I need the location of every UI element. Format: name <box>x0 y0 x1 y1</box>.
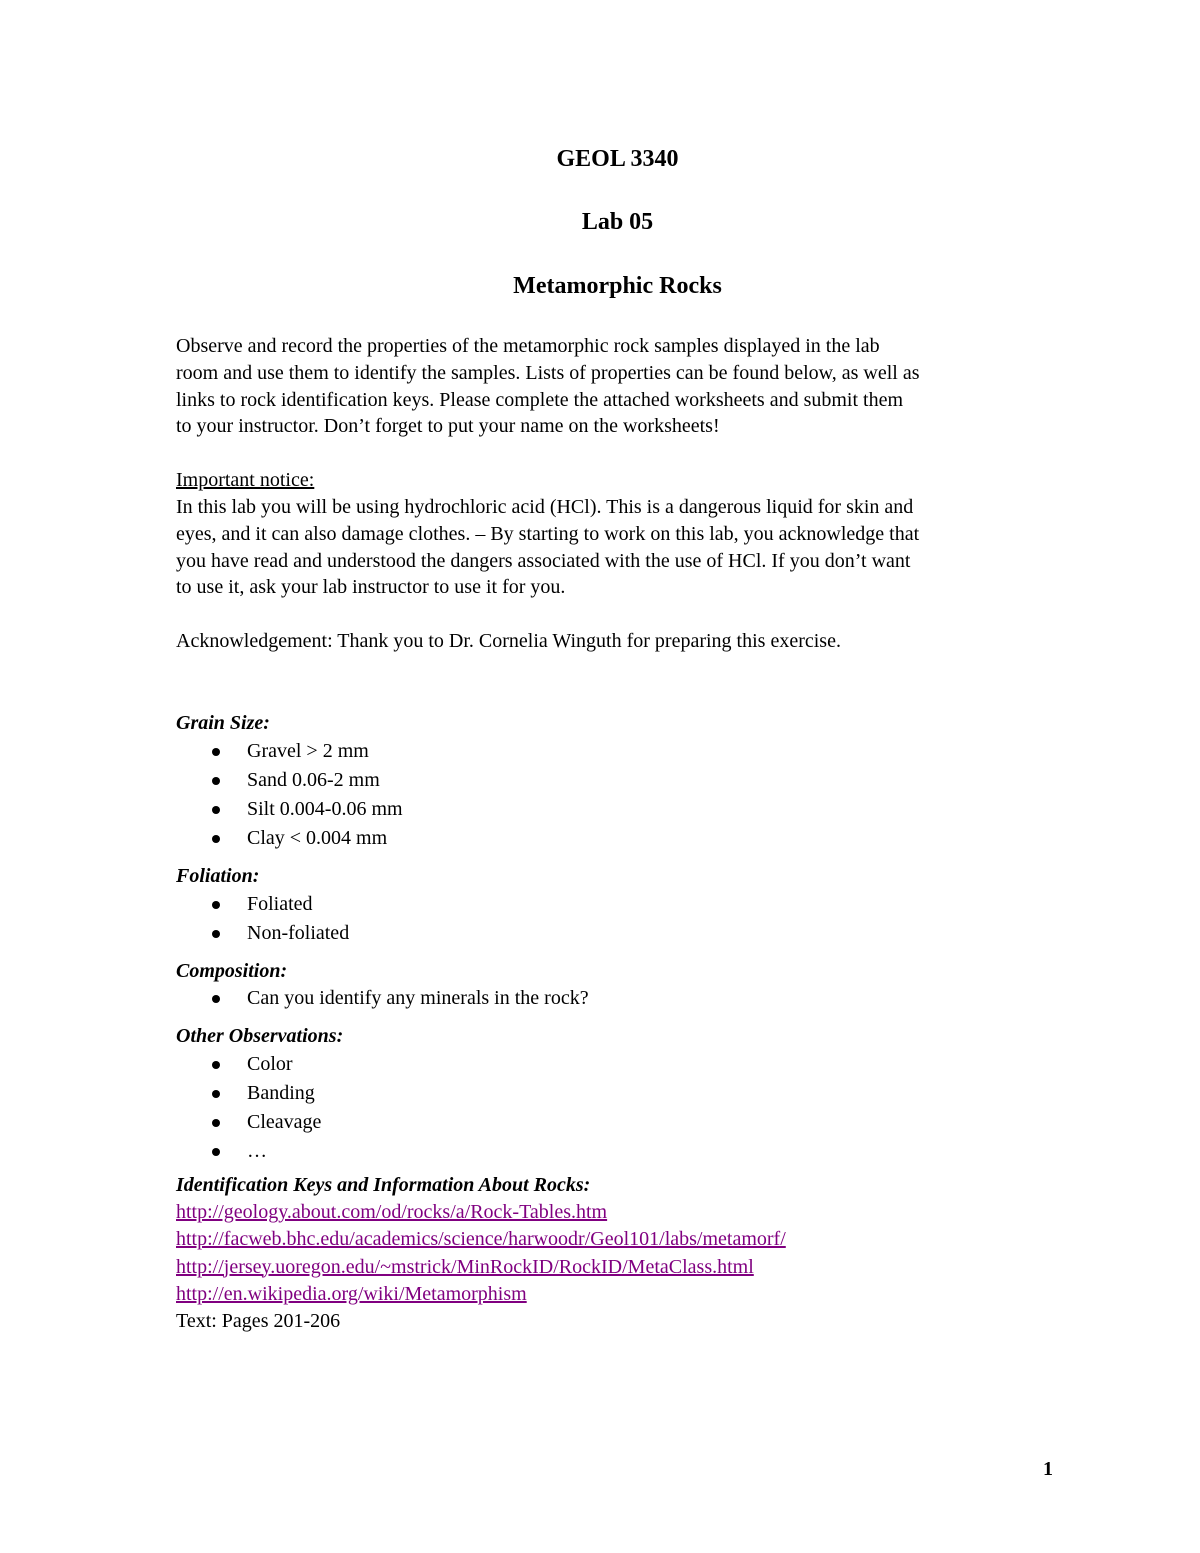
notice-paragraph <box>176 467 1056 601</box>
acknowledgement: Acknowledgement: Thank you to Dr. Cornelia Winguth for preparing this exercise. <box>176 630 841 653</box>
intro-paragraph <box>176 333 1056 440</box>
intro-line: room and use them to identify the samples. Lists of properties can be found below, as well as <box>176 361 920 384</box>
wikipedia-metamorphism-link[interactable]: http://en.wikipedia.org/wiki/Metamorphism <box>176 1282 527 1305</box>
course-title: GEOL 3340 <box>556 146 679 172</box>
bullet-icon <box>212 930 220 938</box>
bullet-list <box>176 984 1056 1013</box>
other-observations-section <box>176 1023 1056 1166</box>
bullet-icon <box>212 777 220 785</box>
bullet-list <box>176 737 1056 853</box>
notice-line: In this lab you will be using hydrochloric acid (HCl). This is a dangerous liquid for skin and <box>176 495 914 518</box>
list-item: Foliated <box>176 890 1056 919</box>
list-item: Banding <box>176 1079 1056 1108</box>
bullet-icon <box>212 1061 220 1069</box>
bullet-list <box>176 1050 1056 1166</box>
meta-class-link[interactable]: http://jersey.uoregon.edu/~mstrick/MinRockID/RockID/MetaClass.html <box>176 1255 754 1278</box>
lab-number: Lab 05 <box>581 209 654 235</box>
list-item: Silt 0.004-0.06 mm <box>176 795 1056 824</box>
document-body <box>176 333 1056 1335</box>
grain-size-section <box>176 710 1056 853</box>
metamorf-lab-link[interactable]: http://facweb.bhc.edu/academics/science/harwoodr/Geol101/labs/metamorf/ <box>176 1228 786 1251</box>
notice-label: Important notice: <box>176 469 315 492</box>
list-item: Color <box>176 1050 1056 1079</box>
bullet-icon <box>212 835 220 843</box>
section-heading: Other Observations: <box>176 1025 344 1048</box>
section-heading: Composition: <box>176 959 288 982</box>
bullet-icon <box>212 1148 220 1156</box>
bullet-icon <box>212 1119 220 1127</box>
bullet-list <box>176 890 1056 948</box>
list-item: Sand 0.06-2 mm <box>176 766 1056 795</box>
section-heading: Grain Size: <box>176 711 270 734</box>
intro-line: to your instructor. Don’t forget to put your name on the worksheets! <box>176 415 720 438</box>
bullet-icon <box>212 748 220 756</box>
notice-line: to use it, ask your lab instructor to use it for you. <box>176 576 566 599</box>
notice-line: eyes, and it can also damage clothes. – By starting to work on this lab, you acknowledge that <box>176 522 920 545</box>
page-number: 1 <box>1043 1458 1053 1480</box>
intro-line: Observe and record the properties of the metamorphic rock samples displayed in the lab <box>176 335 880 357</box>
composition-section <box>176 958 1056 1014</box>
list-item: Cleavage <box>176 1108 1056 1137</box>
bullet-icon <box>212 806 220 814</box>
bullet-icon <box>212 901 220 909</box>
section-heading: Identification Keys and Information About Rocks: <box>176 1174 591 1197</box>
notice-line: you have read and understood the dangers associated with the use of HCl. If you don’t want <box>176 549 911 572</box>
section-heading: Foliation: <box>176 864 260 887</box>
textbook-pages: Text: Pages 201-206 <box>176 1310 341 1333</box>
lab-title: Metamorphic Rocks <box>513 273 722 299</box>
list-item: Can you identify any minerals in the rock? <box>176 984 1056 1013</box>
bullet-icon <box>212 995 220 1003</box>
list-item: Non-foliated <box>176 919 1056 948</box>
list-item: Clay < 0.004 mm <box>176 824 1056 853</box>
list-item: … <box>176 1137 1056 1166</box>
identification-keys-section <box>176 1172 1056 1335</box>
intro-line: links to rock identification keys. Please complete the attached worksheets and submit them <box>176 388 904 411</box>
list-item: Gravel > 2 mm <box>176 737 1056 766</box>
foliation-section <box>176 863 1056 948</box>
bullet-icon <box>212 1090 220 1098</box>
rock-tables-link[interactable]: http://geology.about.com/od/rocks/a/Rock-Tables.htm <box>176 1200 608 1223</box>
